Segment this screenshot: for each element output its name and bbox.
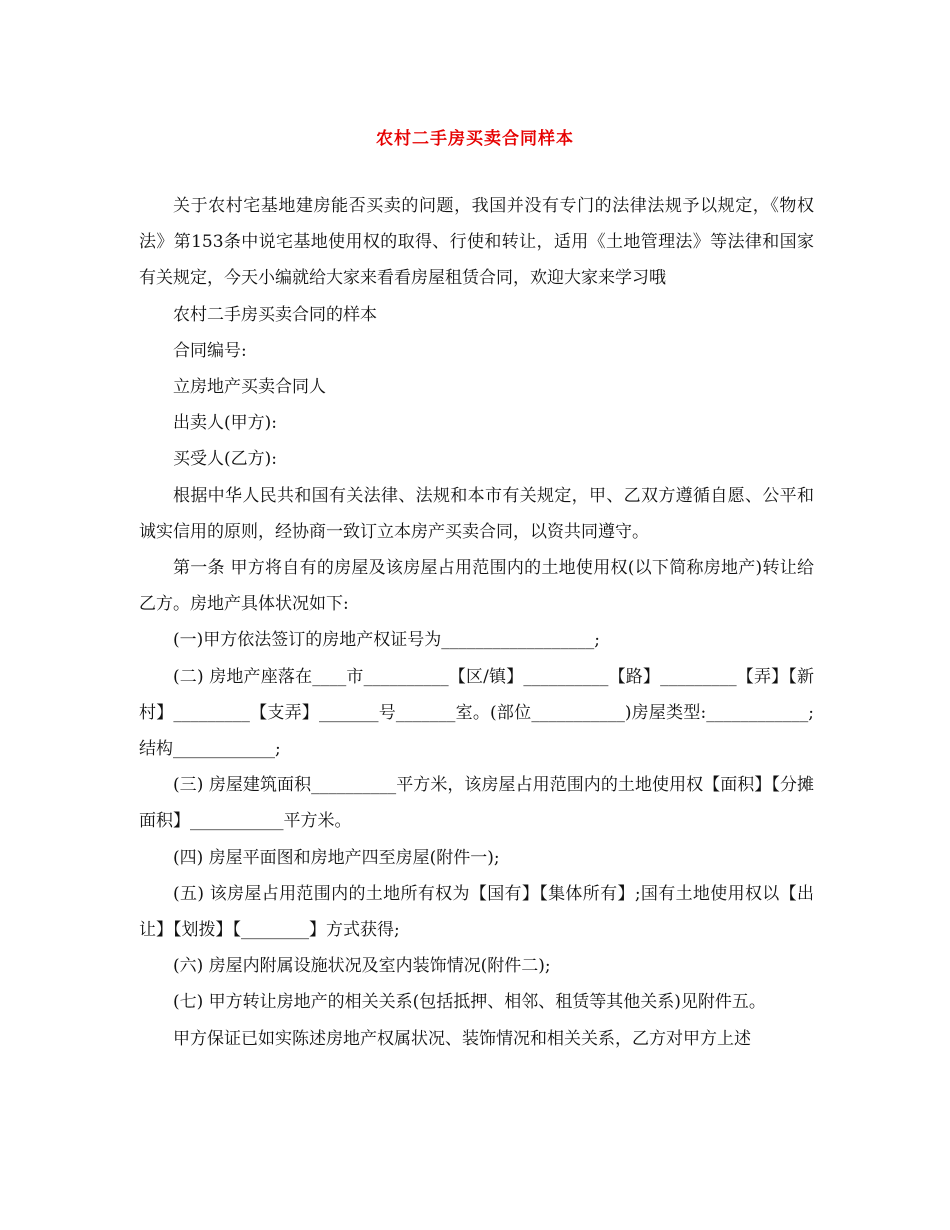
document-title: 农村二手房买卖合同样本 <box>376 129 574 149</box>
clause-1: (一)甲方依法签订的房地产权证号为__________________; <box>173 630 600 651</box>
contract-parties-label: 立房地产买卖合同人 <box>173 377 326 398</box>
contract-number: 合同编号: <box>173 340 247 361</box>
clause-4: (四) 房屋平面图和房地产四至房屋(附件一); <box>173 847 500 868</box>
preamble-paragraph: 根据中华人民共和国有关法律、法规和本市有关规定，甲、乙双方遵循自愿、公平和诚实信用的原则，经协商一致订立本房产买卖合同，以资共同遵守。 <box>139 485 814 542</box>
clause-5: (五) 该房屋占用范围内的土地所有权为【国有】【集体所有】;国有土地使用权以【出让】【划拨】【________】方式获得; <box>139 883 814 941</box>
seller-line: 出卖人(甲方): <box>173 413 277 434</box>
clause-2: (二) 房地产座落在____市__________【区/镇】__________【路】_________【弄】【新村】_________【支弄】_______号_______室。(部位___________)房屋类型:____________;结构____________; <box>139 666 814 760</box>
article-one: 第一条 甲方将自有的房屋及该房屋占用范围内的土地使用权(以下简称房地产)转让给乙方。房地产具体状况如下: <box>139 558 814 615</box>
contract-heading: 农村二手房买卖合同的样本 <box>173 304 377 325</box>
clause-7: (七) 甲方转让房地产的相关关系(包括抵押、相邻、租赁等其他关系)见附件五。 <box>173 992 766 1013</box>
document-body <box>139 188 814 1057</box>
clause-6: (六) 房屋内附属设施状况及室内装饰情况(附件二); <box>173 956 551 977</box>
intro-paragraph: 关于农村宅基地建房能否买卖的问题，我国并没有专门的法律法规予以规定，《物权法》第153条中说宅基地使用权的取得、行使和转让，适用《土地管理法》等法律和国家有关规定，今天小编就给大家来看看房屋租赁合同，欢迎大家来学习哦 <box>139 196 814 289</box>
buyer-line: 买受人(乙方): <box>173 449 277 470</box>
clause-3: (三) 房屋建筑面积__________平方米，该房屋占用范围内的土地使用权【面积】【分摊面积】___________平方米。 <box>139 775 814 832</box>
guarantee-paragraph: 甲方保证已如实陈述房地产权属状况、装饰情况和相关关系，乙方对甲方上述 <box>173 1028 751 1049</box>
